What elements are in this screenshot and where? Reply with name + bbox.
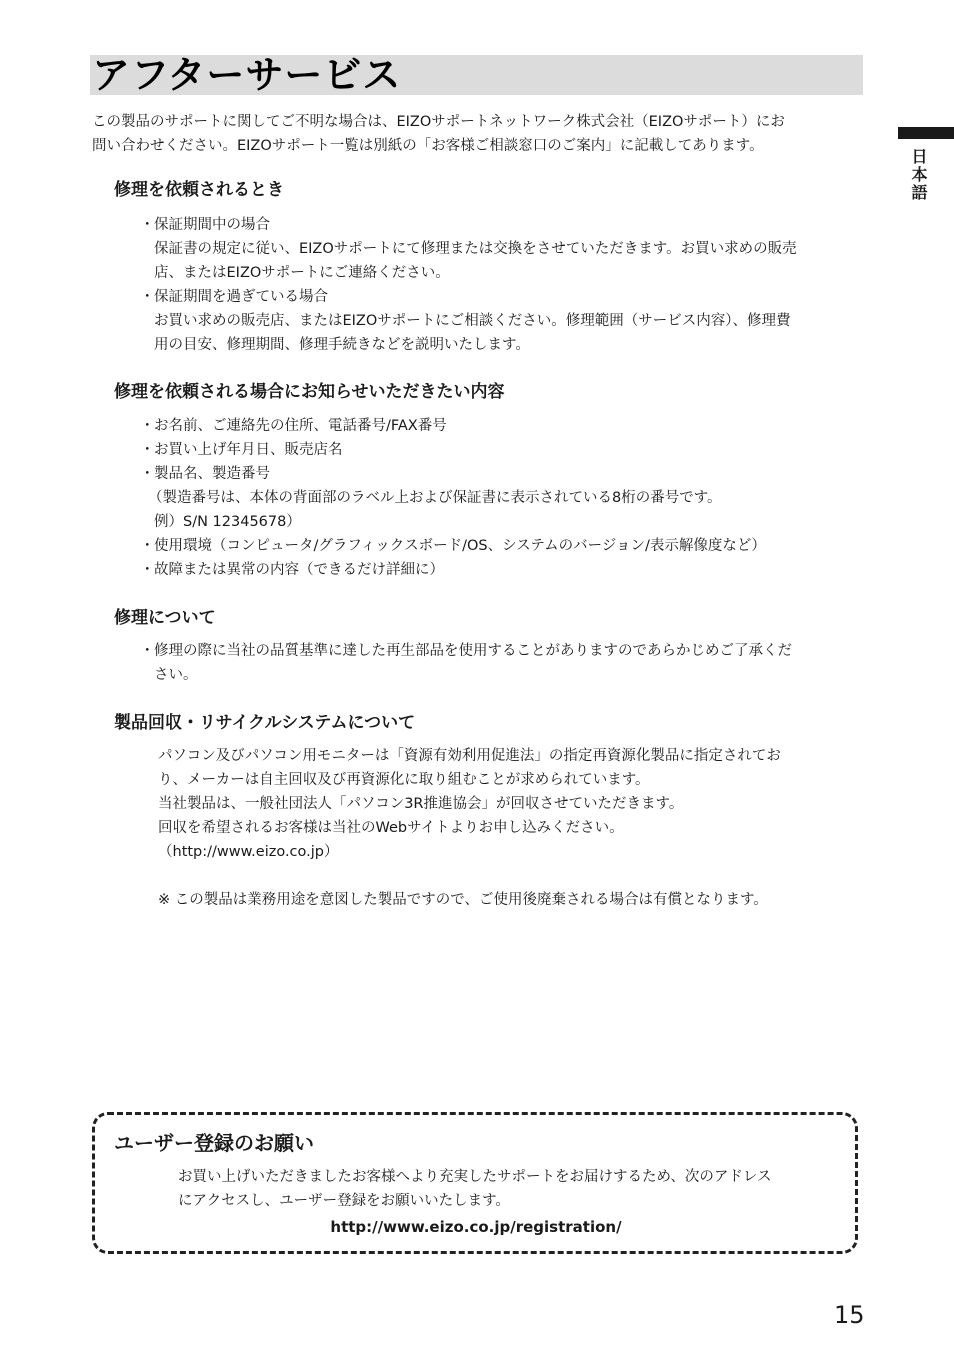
serial-note: （製造番号は、本体の背面部のラベル上および保証書に表示されている8桁の番号です。 [148, 490, 722, 506]
item-label: 保証期間中の場合 [154, 217, 270, 233]
intro-line: この製品のサポートに関してご不明な場合は、EIZOサポートネットワーク株式会社（EIZOサポート）にお [92, 114, 785, 130]
section-heading-recycling: 製品回収・リサイクルシステムについて [114, 713, 416, 733]
bullet: ・ [140, 289, 155, 305]
item-text: 製品名、製造番号 [154, 466, 270, 482]
disposal-note: ※ この製品は業務用途を意図した製品ですので、ご使用後廃棄される場合は有償となります。 [158, 892, 768, 908]
body-line: （http://www.eizo.co.jp） [158, 844, 339, 860]
item-detail: 店、またはEIZOサポートにご連絡ください。 [154, 265, 450, 281]
item-detail: お買い求めの販売店、またはEIZOサポートにご相談ください。修理範囲（サービス内容）、修理費 [154, 313, 791, 329]
item-text: 使用環境（コンピュータ/グラフィックスボード/OS、システムのバージョン/表示解像度など） [154, 538, 766, 554]
about-repair-list [140, 639, 864, 687]
list-item [140, 438, 864, 462]
section-heading-info-needed: 修理を依頼される場合にお知らせいただきたい内容 [114, 382, 505, 402]
bullet: ・ [140, 217, 155, 233]
list-item [140, 462, 864, 534]
section-heading-repair-request: 修理を依頼されるとき [114, 180, 284, 200]
page-number: 15 [834, 1301, 865, 1329]
body-line: お買い上げいただきましたお客様へより充実したサポートをお届けするため、次のアドレス [178, 1169, 772, 1185]
language-tab-label: 日本語 [909, 148, 928, 202]
registration-url: http://www.eizo.co.jp/registration/ [330, 1218, 622, 1236]
section-heading-about-repair: 修理について [114, 608, 216, 628]
info-needed-list [140, 414, 864, 582]
item-text: さい。 [154, 667, 198, 683]
language-tab-bar [898, 127, 954, 139]
item-text: お名前、ご連絡先の住所、電話番号/FAX番号 [154, 418, 447, 434]
list-item [140, 414, 864, 438]
bullet: ・ [140, 562, 155, 578]
list-item [140, 534, 864, 558]
item-text: 修理の際に当社の品質基準に達した再生部品を使用することがありますのであらかじめご了承くだ [154, 643, 792, 659]
registration-heading: ユーザー登録のお願い [114, 1131, 314, 1155]
body-line: パソコン及びパソコン用モニターは「資源有効利用促進法」の指定再資源化製品に指定されてお [158, 748, 781, 764]
bullet: ・ [140, 442, 155, 458]
body-line: にアクセスし、ユーザー登録をお願いいたします。 [178, 1193, 510, 1209]
item-text: お買い上げ年月日、販売店名 [154, 442, 343, 458]
body-line: 当社製品は、一般社団法人「パソコン3R推進協会」が回収させていただきます。 [158, 796, 684, 812]
page-title: アフターサービス [92, 53, 402, 97]
item-text: 故障または異常の内容（できるだけ詳細に） [154, 562, 444, 578]
intro-paragraph [92, 110, 862, 158]
body-line: り、メーカーは自主回収及び再資源化に取り組むことが求められています。 [158, 772, 650, 788]
bullet: ・ [140, 538, 155, 554]
repair-request-list [140, 213, 864, 357]
item-detail: 用の目安、修理期間、修理手続きなどを説明いたします。 [154, 337, 530, 353]
item-detail: 保証書の規定に従い、EIZOサポートにて修理または交換をさせていただきます。お買い求めの販売 [154, 241, 797, 257]
list-item [140, 285, 864, 357]
list-item [140, 558, 864, 582]
registration-body [178, 1165, 843, 1213]
recycling-body [158, 744, 858, 864]
list-item [140, 639, 864, 687]
bullet: ・ [140, 466, 155, 482]
serial-note: 例）S/N 12345678） [154, 514, 301, 530]
bullet: ・ [140, 643, 155, 659]
item-label: 保証期間を過ぎている場合 [154, 289, 328, 305]
list-item [140, 213, 864, 285]
intro-line: 問い合わせください。EIZOサポート一覧は別紙の「お客様ご相談窓口のご案内」に記載してあります。 [92, 138, 764, 154]
bullet: ・ [140, 418, 155, 434]
body-line: 回収を希望されるお客様は当社のWebサイトよりお申し込みください。 [158, 820, 624, 836]
